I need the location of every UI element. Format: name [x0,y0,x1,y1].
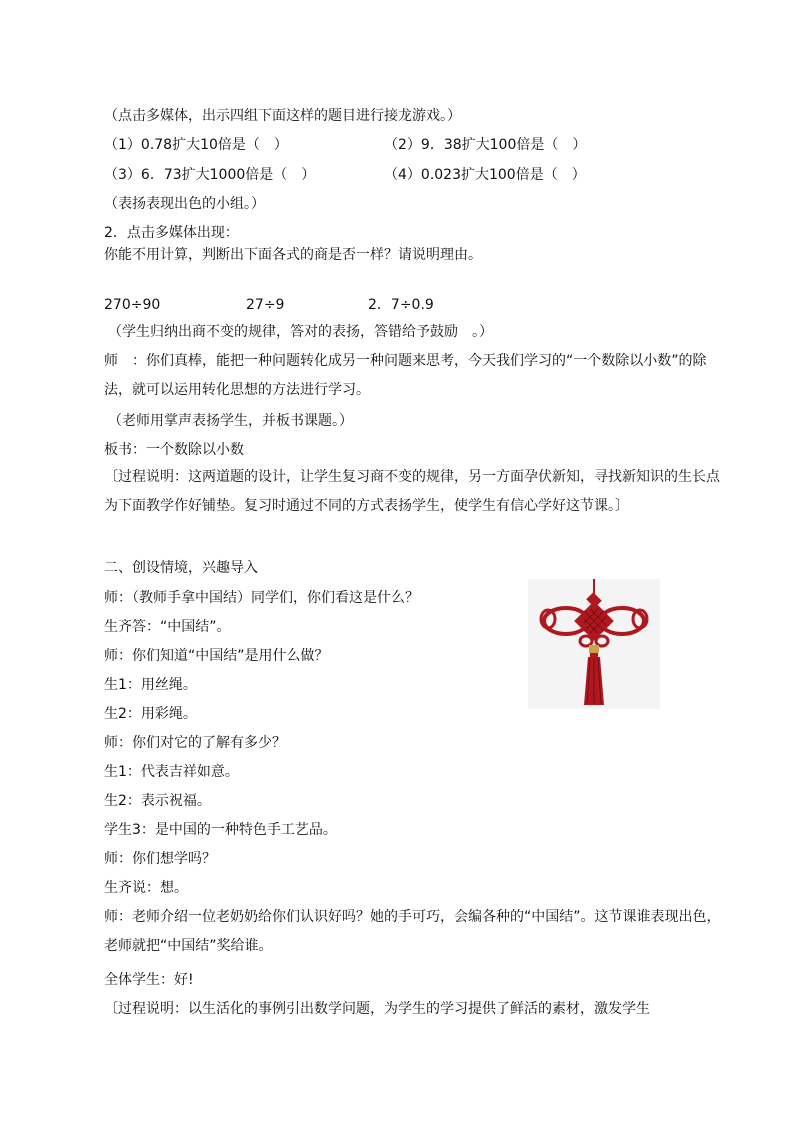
dialogue-line: 师：你们知道“中国结”是用什么做？ [104,648,329,664]
expression-1: 270÷90 [104,297,161,313]
dialogue-line: 生齐说：想。 [104,880,188,896]
chinese-knot-image [528,579,660,709]
question-2: （2）9．38扩大100倍是（ ） [384,137,587,153]
applause-line: （老师用掌声表扬学生，并板书课题。） [108,413,353,429]
process-note-2: 〔过程说明：以生活化的事例引出数学问题，为学生的学习提供了鲜活的素材，激发学生 [104,1001,650,1017]
dialogue-line: 师：（教师手拿中国结）同学们，你们看这是什么？ [104,590,419,606]
teacher-paragraph: 师 ：你们真棒，能把一种问题转化成另一种问题来思考，今天我们学习的“一个数除以小数”的除法，就可以运用转化思想的方法进行学习。 [104,353,707,398]
question-1: （1）0.78扩大10倍是（ ） [104,137,288,153]
question-4: （4）0.023扩大100倍是（ ） [384,167,586,183]
dialogue-line: 生2：用彩绳。 [104,706,197,722]
dialogue-line: 生1：代表吉祥如意。 [104,764,239,780]
process-note-1: 〔过程说明：这两道题的设计，让学生复习商不变的规律，另一方面孕伏新知，寻找新知识的生长点为下面教学作好铺垫。复习时通过不同的方式表扬学生，使学生有信心学好这节课。〕 [104,469,720,514]
dialogue-line: 学生3：是中国的一种特色手工艺品。 [104,822,337,838]
dialogue-line: 师：你们想学吗？ [104,851,216,867]
step-2: 2．点击多媒体出现： [104,225,239,241]
teacher-paragraph-2: 师：老师介绍一位老奶奶给你们认识好吗？她的手可巧，会编各种的“中国结”。这节课谁表现出色，老师就把“中国结”奖给谁。 [104,909,721,954]
dialogue-line: 生1：用丝绳。 [104,677,197,693]
expression-3: 2．7÷0.9 [368,297,434,313]
dialogue-line: 生2：表示祝福。 [104,793,211,809]
section-heading-2: 二、创设情境，兴趣导入 [104,560,258,576]
expression-2: 27÷9 [246,297,285,313]
summary-line: （学生归纳出商不变的规律，答对的表扬，答错给予鼓励 。） [108,324,493,340]
board-title: 板书：一个数除以小数 [104,442,244,458]
question-3: （3）6．73扩大1000倍是（ ） [104,167,316,183]
dialogue-line: 生齐答：“中国结”。 [104,619,231,635]
question-line: 你能不用计算，判断出下面各式的商是否一样？请说明理由。 [104,247,482,263]
intro-line: （点击多媒体，出示四组下面这样的题目进行接龙游戏。） [104,108,461,124]
dialogue-line: 师：你们对它的了解有多少？ [104,735,286,751]
dialogue-line: 全体学生：好! [104,972,194,988]
praise-line: （表扬表现出色的小组。） [104,196,265,212]
